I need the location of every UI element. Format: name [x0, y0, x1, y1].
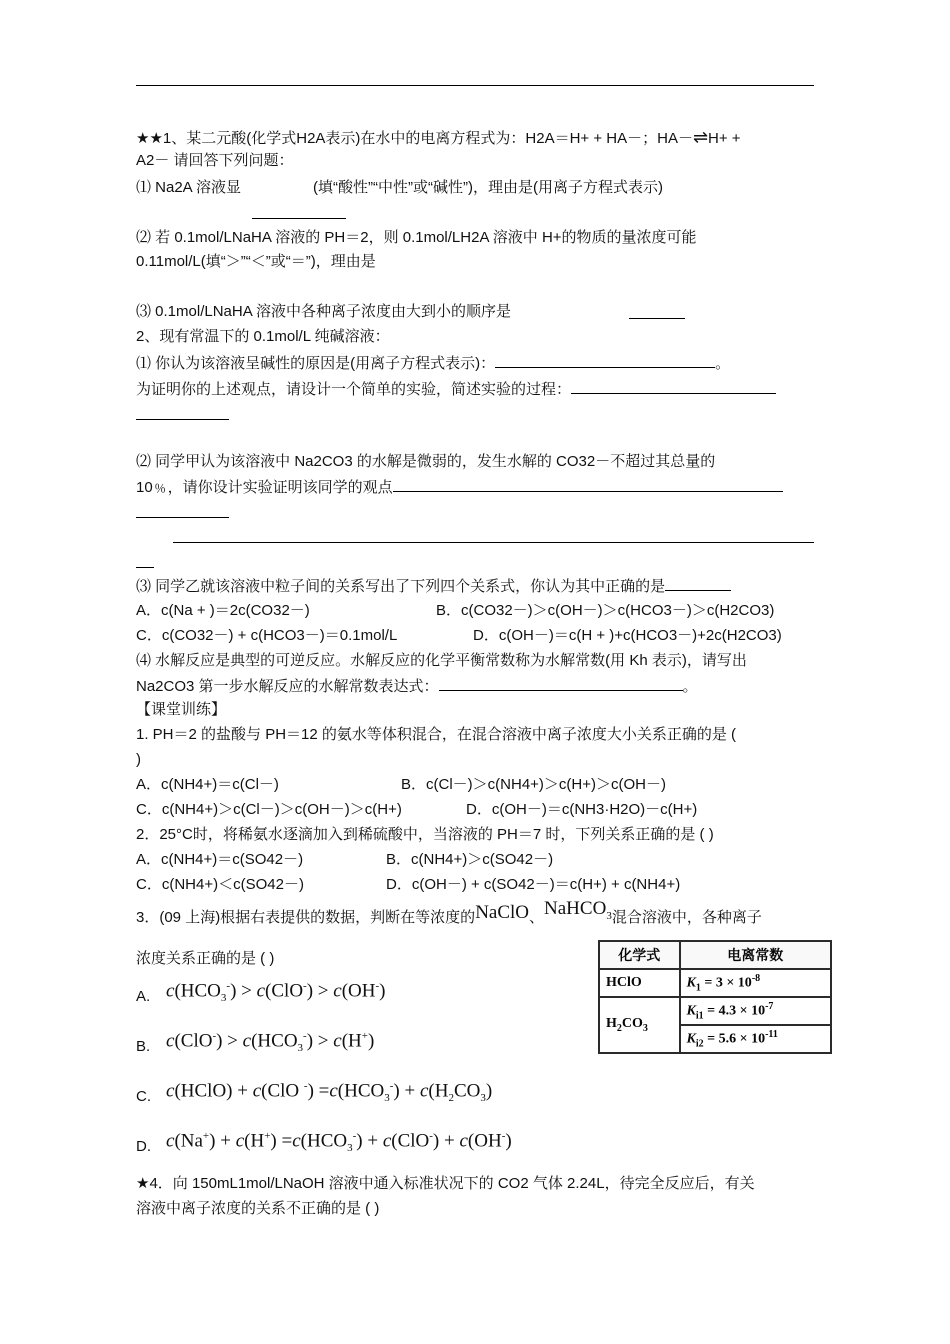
t3-option-b-formula: $c(ClO^-) > c(HCO_3^-) > c(H^+)$: [166, 1030, 375, 1055]
q2-part4-end: 。: [682, 678, 698, 695]
formula-nahco3: [544, 898, 612, 922]
q2-answer-blank-2[interactable]: [571, 379, 776, 394]
q2-answer-blank-3c[interactable]: [173, 528, 814, 543]
q2-answer-blank-3[interactable]: [393, 477, 783, 492]
q2-part2-cont-text: 10﹪，请你设计实验证明该同学的观点: [136, 479, 393, 496]
table-cell-hclo: HClO: [599, 969, 680, 997]
formula-naclo: NaClO: [475, 902, 530, 923]
q2-part1-end: 。: [715, 355, 731, 372]
q2-answer-blank-2b[interactable]: [136, 405, 229, 420]
t3-option-d-formula: $c(Na^+) + c(H^+) =c(HCO_3^-) + c(ClO^-) + c(OH^-)$: [166, 1130, 512, 1155]
q1-text: ★★1、某二元酸(化学式H2A表示)在水中的电离方程式为：H2A＝H+ + HA－；HA－: [136, 130, 693, 147]
top-rule: [136, 85, 814, 86]
q2-part4-cont-text: Na2CO3 第一步水解反应的水解常数表达式：: [136, 678, 439, 695]
t3-sep: 、: [529, 909, 545, 926]
t2-option-a: A．c(NH4+)＝c(SO42－): [136, 851, 304, 868]
t2-option-d: D．c(OH－) + c(SO42－)＝c(H+) + c(NH4+): [386, 876, 681, 893]
t4-stem-cont: 溶液中离子浓度的关系不正确的是 ( ): [136, 1200, 380, 1217]
q1-part2-cont: 0.11mol/L(填“＞”“＜”或“＝”)，理由是: [136, 253, 376, 270]
table-cell-k1: $K_1 = 3 \times 10^{-8}$: [680, 969, 832, 997]
t1-option-c: C．c(NH4+)＞c(Cl－)＞c(OH－)＞c(H+): [136, 801, 402, 818]
t3-option-c-formula: c(HClO) + c(ClO $^-) =c(HCO_3^-) + c(H_2CO_3)$: [166, 1080, 493, 1105]
q1-tail: H+ +: [708, 130, 741, 147]
equilibrium-arrow-icon: ⇌: [692, 127, 709, 147]
q2-part2-cont: [136, 477, 783, 498]
q1-part1-b: (填“酸性”“中性”或“碱性”)，理由是(用离子方程式表示): [313, 179, 663, 196]
q1-line2: A2－ 请回答下列问题：: [136, 152, 294, 169]
q2-answer-blank-3b[interactable]: [136, 503, 229, 518]
q2-title: 2、现有常温下的 0.1mol/L 纯碱溶液：: [136, 328, 390, 345]
t1-option-b: B．c(Cl－)＞c(NH4+)＞c(H+)＞c(OH－): [401, 776, 666, 793]
q2-part3-text: ⑶ 同学乙就该溶液中粒子间的关系写出了下列四个关系式，你认为其中正确的是: [136, 578, 666, 595]
t3-stem-a: 3．(09 上海)根据右表提供的数据，判断在等浓度的: [136, 909, 476, 926]
q2-part1-experiment: [136, 379, 776, 400]
table-header-formula: 化学式: [599, 941, 680, 969]
q2-option-b: B．c(CO32－)＞c(OH－)＞c(HCO3－)＞c(H2CO3): [436, 602, 775, 619]
t4-stem: ★4．向 150mL1mol/LNaOH 溶液中通入标准状况下的 CO2 气体 2.24L，待完全反应后，有关: [136, 1175, 755, 1192]
table-cell-h2co3: $H_2CO_3$: [599, 997, 680, 1053]
q2-part1-text: ⑴ 你认为该溶液呈碱性的原因是(用离子方程式表示)：: [136, 355, 496, 372]
section-heading: 【课堂训练】: [136, 701, 227, 718]
t3-stem-cont: 浓度关系正确的是 ( ): [136, 950, 275, 967]
q2-answer-blank-1[interactable]: [495, 353, 715, 368]
q1-part3: ⑶ 0.1mol/LNaHA 溶液中各种离子浓度由大到小的顺序是: [136, 303, 512, 320]
t1-option-a: A．c(NH4+)＝c(Cl－): [136, 776, 279, 793]
q2-part1-experiment-text: 为证明你的上述观点，请设计一个简单的实验，简述实验的过程：: [136, 381, 572, 398]
q2-part1: [136, 353, 730, 374]
q1-line1: [136, 127, 741, 149]
q2-option-a: A．c(Na + )＝2c(CO32－): [136, 602, 310, 619]
formula-nahco3-sub: 3: [606, 909, 612, 922]
q2-part4-cont: [136, 676, 698, 697]
t2-option-c: C．c(NH4+)＜c(SO42－): [136, 876, 304, 893]
q1-part1: [136, 178, 663, 198]
t3-stem-b: 混合溶液中，各种离子: [611, 909, 762, 926]
q2-answer-blank-4[interactable]: [665, 576, 731, 591]
t3-option-c-label: C.: [136, 1088, 151, 1105]
t1-option-d: D．c(OH－)＝c(NH3·H2O)－c(H+): [466, 801, 698, 818]
table-cell-ki2: $K_{i2} = 5.6 \times 10^{-11}$: [680, 1025, 832, 1053]
q1-answer-blank-1[interactable]: [252, 204, 346, 219]
q2-option-d: D．c(OH－)＝c(H + )+c(HCO3－)+2c(H2CO3): [473, 627, 782, 644]
t3-option-b-label: B.: [136, 1038, 151, 1055]
q1-part2: ⑵ 若 0.1mol/LNaHA 溶液的 PH＝2，则 0.1mol/LH2A 溶液中 H+的物质的量浓度可能: [136, 229, 697, 246]
q2-part3: [136, 576, 731, 597]
table-header-constant: 电离常数: [680, 941, 832, 969]
t1-stem-cont: ): [136, 751, 141, 768]
q2-answer-blank-5[interactable]: [439, 676, 683, 691]
t2-option-b: B．c(NH4+)＞c(SO42－): [386, 851, 554, 868]
q2-answer-blank-3d[interactable]: [136, 553, 154, 568]
table-cell-ki1: $K_{i1} = 4.3 \times 10^{-7}$: [680, 997, 832, 1025]
q1-part1-a: ⑴ Na2A 溶液显: [136, 179, 242, 196]
t2-stem: 2．25°C时，将稀氨水逐滴加入到稀硫酸中，当溶液的 PH＝7 时，下列关系正确的是 ( ): [136, 826, 714, 843]
t3-option-d-label: D.: [136, 1138, 151, 1155]
q2-part4: ⑷ 水解反应是典型的可逆反应。水解反应的化学平衡常数称为水解常数(用 Kh 表示)，请写出: [136, 652, 747, 669]
q2-part2: ⑵ 同学甲认为该溶液中 Na2CO3 的水解是微弱的，发生水解的 CO32－不超过其总量的: [136, 453, 716, 470]
t3-option-a-formula: $c(HCO_3^-) > c(ClO^-) > c(OH^-)$: [166, 980, 386, 1005]
ionization-constant-table: [598, 940, 832, 1054]
t3-stem: [136, 898, 762, 935]
t1-stem: 1. PH＝2 的盐酸与 PH＝12 的氨水等体积混合，在混合溶液中离子浓度大小关系正确的是 (: [136, 726, 737, 743]
t3-option-a-label: A.: [136, 988, 151, 1005]
formula-nahco3-base: NaHCO: [544, 898, 607, 919]
q1-answer-blank-3[interactable]: [629, 304, 685, 319]
q2-option-c: C．c(CO32－) + c(HCO3－)＝0.1mol/L: [136, 627, 398, 644]
